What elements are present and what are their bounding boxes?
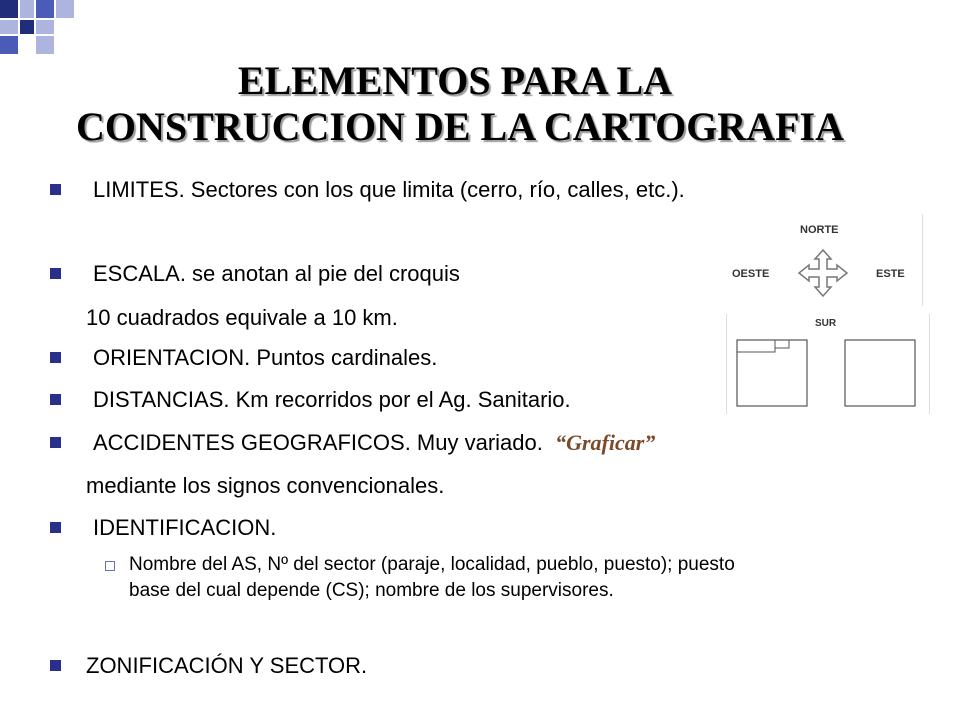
sub-bullet-icon	[105, 561, 115, 571]
corner-square	[0, 0, 18, 18]
bullet-icon	[50, 394, 61, 405]
bullet-icon	[50, 660, 61, 671]
corner-square	[56, 0, 74, 18]
corner-square	[36, 0, 54, 18]
compass-south-label: SUR	[815, 318, 837, 329]
item-accidentes-cont: mediante los signos convencionales.	[86, 473, 445, 498]
bullet-icon	[50, 522, 61, 533]
corner-square	[36, 36, 54, 54]
corner-square	[36, 20, 54, 34]
bullet-icon	[50, 352, 61, 363]
scale-squares-drawing	[727, 314, 929, 414]
item-zonificacion: ZONIFICACIÓN Y SECTOR.	[86, 653, 368, 678]
corner-square	[20, 20, 34, 34]
compass-image	[722, 214, 923, 306]
scale-boxes-image	[726, 314, 930, 414]
item-limites: LIMITES. Sectores con los que limita (cerro, río, calles, etc.).	[93, 177, 685, 202]
corner-decoration	[0, 0, 80, 60]
bullet-icon	[50, 437, 61, 448]
bullet-icon	[50, 268, 61, 279]
corner-square	[20, 0, 34, 18]
slide-title	[0, 58, 920, 150]
compass-east-label: ESTE	[876, 268, 905, 280]
sub-item-line-2: base del cual depende (CS); nombre de los supervisores.	[129, 580, 614, 601]
item-escala-cont: 10 cuadrados equivale a 10 km.	[86, 305, 398, 330]
item-escala: ESCALA. se anotan al pie del croquis	[93, 261, 460, 286]
compass-west-label: OESTE	[732, 268, 770, 280]
item-distancias: DISTANCIAS. Km recorridos por el Ag. Sanitario.	[93, 387, 571, 412]
compass-north-label: NORTE	[800, 224, 839, 236]
sub-item-line-1: Nombre del AS, Nº del sector (paraje, localidad, pueblo, puesto); puesto	[129, 554, 735, 575]
compass-arrows-icon	[796, 248, 850, 298]
bullet-icon	[50, 184, 61, 195]
item-identificacion: IDENTIFICACION.	[93, 515, 277, 540]
title-line-1: ELEMENTOS PARA LA	[237, 58, 673, 103]
corner-square	[0, 36, 18, 54]
corner-square	[0, 20, 18, 34]
title-line-2: CONSTRUCCION DE LA CARTOGRAFIA	[76, 104, 844, 149]
graficar-emphasis: “Graficar”	[555, 430, 656, 455]
item-accidentes	[93, 429, 655, 457]
item-orientacion: ORIENTACION. Puntos cardinales.	[93, 345, 438, 370]
item-accidentes-text: ACCIDENTES GEOGRAFICOS. Muy variado.	[93, 430, 556, 455]
